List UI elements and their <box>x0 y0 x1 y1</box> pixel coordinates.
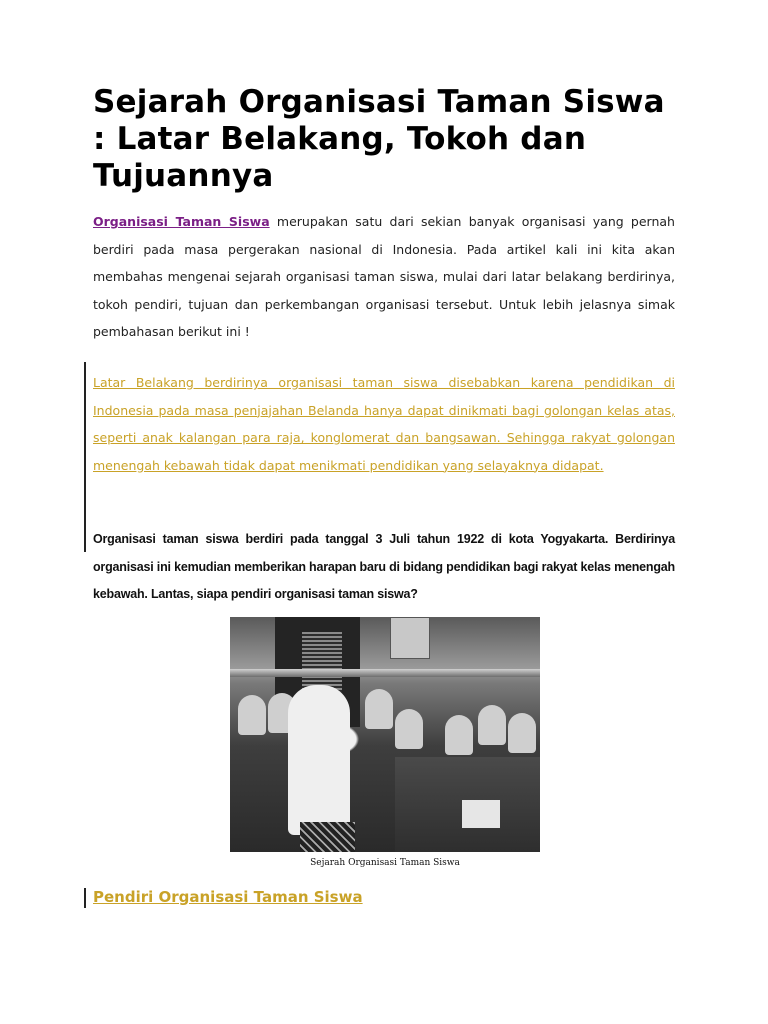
photo-wall-frame <box>390 617 430 659</box>
photo-shutter <box>302 632 342 692</box>
photo-student <box>238 695 266 735</box>
section-heading-pendiri[interactable]: Pendiri Organisasi Taman Siswa <box>93 888 363 906</box>
background-paragraph-link[interactable]: Latar Belakang berdirinya organisasi taman siswa disebabkan karena pendidikan di Indonesia pada masa penjajahan Belanda hanya dapat dinikmati bagi golongan kelas atas, seperti anak kalangan para raja, konglomerat dan bangsawan. Sehingga rakyat golongan menengah kebawah tidak dapat menikmati pendidikan yang selayaknya didapat. <box>93 375 675 473</box>
photo-student <box>445 715 473 755</box>
figure-caption: Sejarah Organisasi Taman Siswa <box>310 858 460 868</box>
page-title: Sejarah Organisasi Taman Siswa : Latar Belakang, Tokoh dan Tujuannya <box>93 84 665 194</box>
founding-paragraph: Organisasi taman siswa berdiri pada tanggal 3 Juli tahun 1922 di kota Yogyakarta. Berdirinya organisasi ini kemudian memberikan harapan baru di bidang pendidikan bagi rakyat kelas menengah kebawah. Lantas, siapa pendiri organisasi taman siswa? <box>93 532 675 601</box>
photo-student <box>508 713 536 753</box>
photo-paper <box>462 800 500 828</box>
article-figure <box>230 617 540 868</box>
photo-student <box>365 689 393 729</box>
classroom-photo <box>230 617 540 852</box>
photo-teacher-batik <box>300 822 355 852</box>
organisasi-taman-siswa-link[interactable]: Organisasi Taman Siswa <box>93 214 270 229</box>
intro-paragraph <box>93 208 675 346</box>
photo-teacher <box>288 685 350 835</box>
text-cursor-bar <box>84 362 86 552</box>
text-cursor-bar <box>84 888 86 908</box>
intro-text: merupakan satu dari sekian banyak organisasi yang pernah berdiri pada masa pergerakan nasional di Indonesia. Pada artikel kali ini kita akan membahas mengenai sejarah organisasi taman siswa, mulai dari latar belakang berdirinya, tokoh pendiri, tujuan dan perkembangan organisasi tersebut. Untuk lebih jelasnya simak pembahasan berikut ini ! <box>93 214 675 339</box>
photo-wall-stripe <box>230 669 540 677</box>
photo-student <box>478 705 506 745</box>
photo-student <box>395 709 423 749</box>
